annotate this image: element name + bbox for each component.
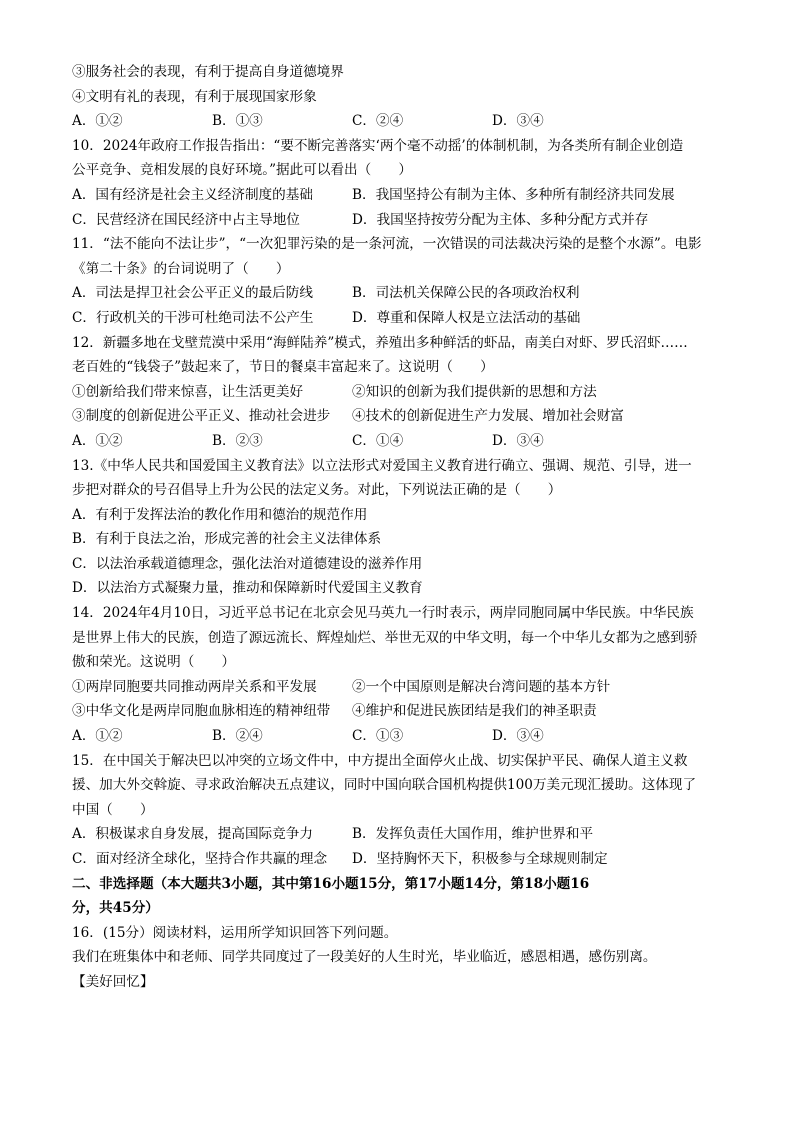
q16-stem-line-1: 16．(15分）阅读材料，运用所学知识回答下列问题。: [72, 924, 398, 941]
q15-choices-row-1: [72, 822, 724, 847]
q13-choice-b: B．有利于良法之治，形成完善的社会主义法律体系: [72, 531, 382, 548]
q12-stem-line-2: 老百姓的“钱袋子”鼓起来了，节日的餐桌丰富起来了。这说明（ ）: [72, 359, 494, 376]
q11-choices-row-2: [72, 306, 724, 331]
statement-4: ④维护和促进民族团结是我们的神圣职责: [352, 703, 597, 720]
q14-stem-line-2: 是世界上伟大的民族，创造了源远流长、辉煌灿烂、举世无双的中华文明，每一个中华儿女都为之感到骄: [72, 629, 698, 646]
choice-a: A．①②: [72, 113, 123, 130]
q14-statements-row-1: [72, 675, 724, 700]
q15-stem-line-3: 中国（ ）: [72, 801, 154, 818]
choice-c: C．①④: [352, 432, 404, 449]
q15-stem-line-1: 15．在中国关于解决巴以冲突的立场文件中，中方提出全面停火止战、切实保护平民、确保人道主义救: [72, 752, 688, 769]
q10-stem-line-1: 10．2024年政府工作报告指出：“要不断完善落实‘两个毫不动摇’的体制机制，为各类所有制企业创造: [72, 137, 684, 154]
q14-stem-line-1: 14．2024年4月10日，习近平总书记在北京会见马英九一行时表示，两岸同胞同属中华民族。中华民族: [72, 605, 694, 622]
choice-b: B．②③: [212, 432, 263, 449]
choice-b: B．我国坚持公有制为主体、多种所有制经济共同发展: [352, 186, 675, 203]
statement-1: ①两岸同胞要共同推动两岸关系和平发展: [72, 678, 317, 695]
q10-stem-line-2: 公平竞争、竞相发展的良好环境。”据此可以看出（ ）: [72, 162, 412, 179]
q12-choices: [72, 429, 724, 454]
choice-d: D．③④: [492, 432, 544, 449]
statement-4: ④技术的创新促进生产力发展、增加社会财富: [352, 408, 624, 425]
choice-c: C．行政机关的干涉可杜绝司法不公产生: [72, 309, 314, 326]
choice-d: D．③④: [492, 113, 544, 130]
q16-stem-line-2: 我们在班集体中和老师、同学共同度过了一段美好的人生时光，毕业临近，感恩相遇，感伤别离。: [72, 949, 657, 966]
choice-d: D．我国坚持按劳分配为主体、多种分配方式并存: [352, 211, 649, 228]
exam-page: [72, 60, 724, 995]
choice-a: A．国有经济是社会主义经济制度的基础: [72, 186, 313, 203]
choice-c: C．②④: [352, 113, 404, 130]
choice-b: B．发挥负责任大国作用，维护世界和平: [352, 826, 594, 843]
statement-2: ②一个中国原则是解决台湾问题的基本方针: [352, 678, 611, 695]
statement-1: ①创新给我们带来惊喜，让生活更美好: [72, 383, 304, 400]
q15-choices-row-2: [72, 847, 724, 872]
q12-statements-row-2: [72, 404, 724, 429]
section-heading-line-1: 二、非选择题（本大题共3小题，其中第16小题15分，第17小题14分，第18小题16: [72, 875, 590, 892]
q12-stem-line-1: 12．新疆多地在戈壁荒漠中采用“海鲜陆养”模式，养殖出多种鲜活的虾品，南美白对虾、罗氏沼虾……: [72, 334, 688, 351]
choice-c: C．①③: [352, 728, 404, 745]
statement-3: ③中华文化是两岸同胞血脉相连的精神纽带: [72, 703, 331, 720]
section-heading-line-2: 分，共45分）: [72, 900, 159, 917]
choice-d: D．坚持胸怀天下，积极参与全球规则制定: [352, 851, 608, 867]
q13-stem-line-2: 步把对群众的号召倡导上升为公民的法定义务。对此，下列说法正确的是（ ）: [72, 482, 562, 499]
statement-4: ④文明有礼的表现，有利于展现国家形象: [72, 88, 317, 105]
choice-c: C．面对经济全球化，坚持合作共赢的理念: [72, 851, 328, 867]
choice-c: C．民营经济在国民经济中占主导地位: [72, 211, 300, 228]
q14-statements-row-2: [72, 699, 724, 724]
q14-choices: [72, 724, 724, 749]
choice-b: B．②④: [212, 728, 263, 745]
q10-choices-row-1: [72, 183, 724, 208]
q14-stem-line-3: 傲和荣光。这说明（ ）: [72, 654, 236, 671]
choice-a: A．①②: [72, 432, 123, 449]
q11-stem-line-1: 11．“法不能向不法让步”，“一次犯罪污染的是一条河流，一次错误的司法裁决污染的是整个水源”。电影: [72, 236, 702, 253]
choice-a: A．司法是捍卫社会公平正义的最后防线: [72, 285, 313, 302]
choice-b: B．司法机关保障公民的各项政治权利: [352, 285, 580, 302]
q13-choice-c: C．以法治承载道德理念，强化法治对道德建设的滋养作用: [72, 555, 423, 572]
q10-choices-row-2: [72, 208, 724, 233]
q13-choice-d: D．以法治方式凝聚力量，推动和保障新时代爱国主义教育: [72, 580, 423, 597]
q13-stem-line-1: 13.《中华人民共和国爱国主义教育法》以立法形式对爱国主义教育进行确立、强调、规范、引导，进一: [72, 457, 692, 474]
choice-d: D．③④: [492, 728, 544, 745]
choice-a: A．积极谋求自身发展，提高国际竞争力: [72, 826, 313, 843]
q16-subheading: 【美好回忆】: [72, 973, 154, 990]
statement-2: ②知识的创新为我们提供新的思想和方法: [352, 383, 597, 400]
choice-d: D．尊重和保障人权是立法活动的基础: [352, 309, 581, 326]
q12-statements-row-1: [72, 380, 724, 405]
q13-choice-a: A．有利于发挥法治的教化作用和德治的规范作用: [72, 506, 368, 523]
q11-stem-line-2: 《第二十条》的台词说明了（ ）: [72, 260, 290, 277]
choice-b: B．①③: [212, 113, 263, 130]
q9-choices: [72, 109, 724, 134]
choice-a: A．①②: [72, 728, 123, 745]
q11-choices-row-1: [72, 281, 724, 306]
statement-3: ③制度的创新促进公平正义、推动社会进步: [72, 408, 331, 425]
statement-3: ③服务社会的表现，有利于提高自身道德境界: [72, 64, 344, 80]
q15-stem-line-2: 援、加大外交斡旋、寻求政治解决五点建议，同时中国向联合国机构提供100万美元现汇援助。这体现了: [72, 777, 697, 794]
